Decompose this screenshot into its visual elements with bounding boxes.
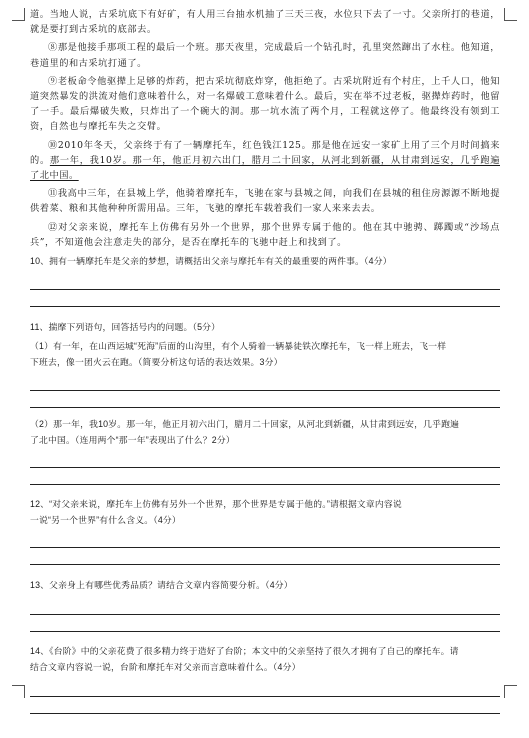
question-11-part-2-cont: 了北中国。（连用两个“那一年”表现出了什么？2分） — [30, 435, 235, 446]
question-11-part-1: （1）有一年，在山西运城“死海”后面的山沟里，有个人骑着一辆暴徒铁次摩托车，飞一样上班去，飞一样 — [30, 341, 447, 352]
passage-paragraph-8: ⑧那是他接手那项工程的最后一个班。那天夜里，完成最后一个钻孔时，孔里突然蹿出了水柱。他知道，巷道里的和古采坑打通了。 — [30, 42, 500, 69]
question-10: 10、拥有一辆摩托车是父亲的梦想，请概括出父亲与摩托车有关的最重要的两件事。（4分） — [30, 256, 392, 267]
passage-paragraph-9: ⑨老板命令他驱撵上足够的炸药，把古采坑彻底炸穿，他拒绝了。古采坑附近有个村庄，上千人口，他知道突然暴发的洪流对他们意味着什么，对一名爆破工意味着什么。最后，实在举不过老板，驱撵炸药时，他留了一手。最后爆破失败，只炸出了一个碗大的洞。那一坑水流了两个月，工程就这停了。他最终没有领到工资，自然也与摩托车失之交臂。 — [30, 75, 500, 133]
question-14-cont: 结合文章内容说一说，台阶和摩托车对父亲而言意味着什么。（4分） — [30, 662, 301, 673]
underlined-sentence: 那一年，我10岁。那一年，他正月初六出门，腊月二十回家，从河北到新疆，从甘肃到远安，几乎跑遍了北中国。 — [30, 154, 500, 182]
answer-line[interactable] — [30, 713, 500, 714]
passage-paragraph-11: ⑪我高中三年，在县城上学，他骑着摩托车，飞驰在家与县城之间，向我们在县城的租住房源源不断地提供着菜、粮和其他种种所需用品。三年，飞驰的摩托车载着我们一家人来来去去。 — [30, 188, 500, 215]
answer-line[interactable] — [30, 306, 500, 307]
answer-line[interactable] — [30, 696, 500, 697]
passage-paragraph-continued: 道。当地人说，古采坑底下有好矿，有人用三台抽水机抽了三天三夜，水位只下去了一寸。父亲所打的巷道，就是要打到古采坑的底部去。 — [30, 9, 500, 36]
question-11-part-1-cont: 下班去，像一团火云在跑。（简要分析这句话的表达效果。3分） — [30, 357, 283, 368]
questions-section — [30, 255, 500, 714]
passage-paragraph-12: ⑫对父亲来说，摩托车上仿佛有另外一个世界，那个世界专属于他的。他在其中驰骋、踯躅或“沙场点兵”，不知道他会注意走失的部分，是否在摩托车的飞驰中赶上和找到了。 — [30, 221, 500, 248]
answer-line[interactable] — [30, 390, 500, 391]
answer-line[interactable] — [30, 289, 500, 290]
crop-mark-top-right — [504, 8, 517, 21]
question-11-part-2: （2）那一年，我10岁。那一年，他正月初六出门，腊月二十回家，从河北到新疆，从甘肃到远安，几乎跑遍 — [30, 419, 460, 430]
question-12-cont: 一说“另一个世界”有什么含义。（4分） — [30, 515, 181, 526]
passage-paragraph-10 — [30, 138, 500, 184]
question-11: 11、揣摩下列语句，回答括号内的问题。（5分） — [30, 322, 221, 333]
page-content — [30, 7, 500, 714]
question-14: 14、《台阶》中的父亲花费了很多精力终于造好了台阶；本文中的父亲坚持了很久才拥有了自己的摩托车。请 — [30, 646, 459, 657]
question-13: 13、父亲身上有哪些优秀品质？请结合文章内容简要分析。（4分） — [30, 580, 293, 591]
paragraph-10-text: ⑩2010年冬天，父亲终于有了一辆摩托车，红色钱江125。那是他在远安一家矿上用了三个月时间搞来的。 — [30, 139, 500, 166]
answer-line[interactable] — [30, 467, 500, 468]
crop-mark-bottom-right — [504, 685, 517, 698]
answer-line[interactable] — [30, 631, 500, 632]
crop-mark-bottom-left — [12, 685, 25, 698]
answer-line[interactable] — [30, 547, 500, 548]
reading-passage — [30, 7, 500, 250]
crop-mark-top-left — [12, 8, 25, 21]
question-12: 12、“对父亲来说，摩托车上仿佛有另外一个世界，那个世界是专属于他的。”请根据文章内容说 — [30, 499, 402, 510]
answer-line[interactable] — [30, 564, 500, 565]
answer-line[interactable] — [30, 407, 500, 408]
answer-line[interactable] — [30, 484, 500, 485]
answer-line[interactable] — [30, 614, 500, 615]
